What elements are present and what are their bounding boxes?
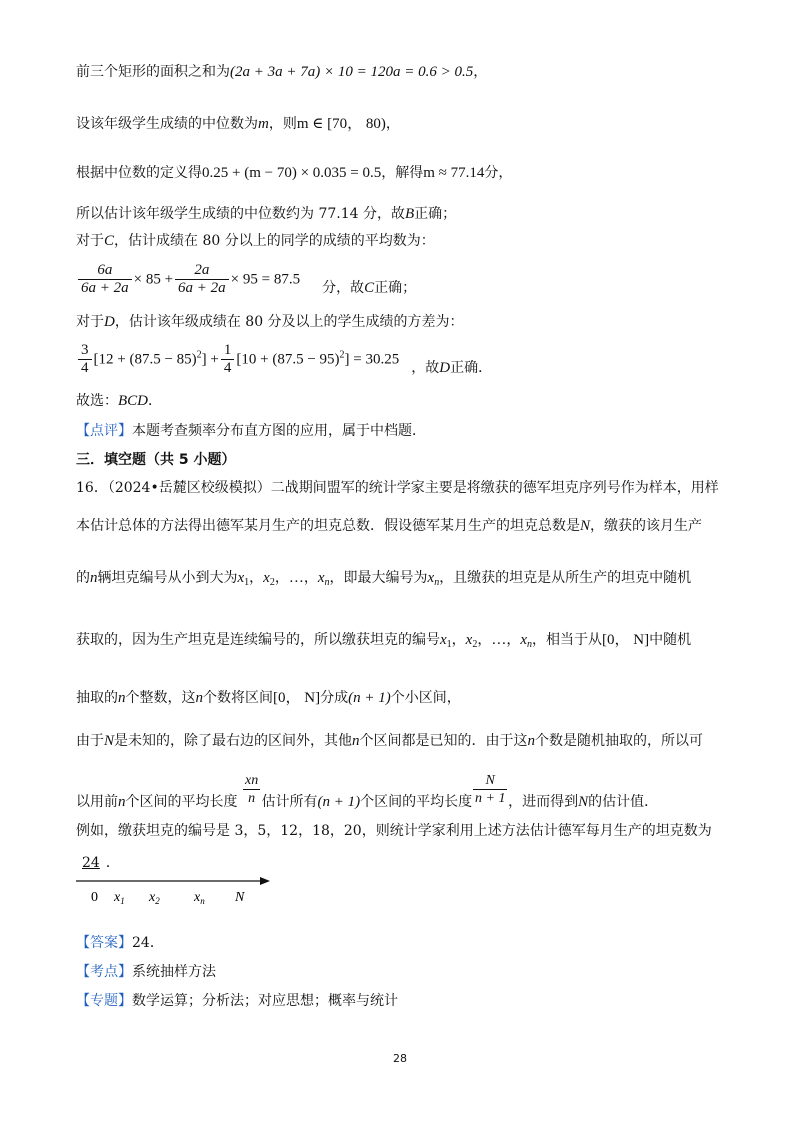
var: x bbox=[317, 570, 325, 586]
text: 估计所有 bbox=[261, 794, 318, 810]
text: 分， bbox=[484, 165, 513, 181]
interval: [0， N] bbox=[273, 690, 321, 706]
subscript: n bbox=[527, 639, 533, 650]
var: m bbox=[258, 116, 269, 132]
text: 的 bbox=[76, 570, 90, 586]
var: x bbox=[520, 632, 528, 648]
formula: ] = 30.25 bbox=[344, 351, 400, 368]
text: ，且缴获的坦克是从所生产的坦克中随机 bbox=[439, 570, 692, 586]
axis-label-N: N bbox=[235, 890, 245, 905]
text: 前三个矩形的面积之和为 bbox=[76, 64, 230, 80]
question-16-line-6 bbox=[76, 731, 703, 751]
subscript: n bbox=[324, 577, 330, 588]
number-line-diagram bbox=[74, 872, 274, 906]
subscript: 2 bbox=[269, 577, 275, 588]
text: ． bbox=[105, 855, 120, 871]
question-16-line-1: 16．（2024•岳麓区校级模拟）二战期间盟军的统计学家主要是将缴获的德军坦克序列号作为样本，用样 bbox=[76, 480, 719, 496]
text: ，即最大编号为 bbox=[329, 570, 428, 586]
text: 故选： bbox=[76, 393, 118, 409]
question-16-line-3 bbox=[76, 568, 691, 593]
text: ，进而得到 bbox=[508, 794, 579, 810]
text: ， bbox=[477, 632, 492, 648]
comment-tag: 【点评】 bbox=[76, 423, 132, 439]
question-16-line-2 bbox=[76, 516, 702, 536]
text: ， bbox=[506, 632, 521, 648]
answer-line bbox=[76, 933, 164, 953]
ellipsis: … bbox=[491, 632, 507, 648]
text: 获取的，因为生产坦克是连续编号的，所以缴获坦克的编号 bbox=[76, 632, 440, 648]
text: ， bbox=[473, 64, 488, 80]
var: D bbox=[104, 314, 115, 330]
axis-arrow bbox=[260, 877, 270, 885]
numerator: xn bbox=[245, 773, 259, 788]
line-c-intro bbox=[76, 231, 435, 251]
var: N bbox=[104, 733, 115, 749]
var: n bbox=[352, 733, 360, 749]
text: 本题考查频率分布直方图的应用，属于中档题． bbox=[132, 423, 426, 439]
tail bbox=[322, 280, 416, 296]
fraction-N-over-n-plus-1 bbox=[473, 772, 507, 807]
text: 的估计值． bbox=[588, 794, 659, 810]
line-median-def bbox=[76, 114, 400, 134]
text: ， bbox=[451, 632, 466, 648]
text: ，相当于从 bbox=[532, 632, 603, 648]
line-d-intro bbox=[76, 312, 464, 332]
answer-blank: 24 bbox=[82, 855, 100, 871]
question-16-line-4 bbox=[76, 630, 691, 655]
text: 中随机 bbox=[649, 632, 692, 648]
text: ，则 bbox=[268, 116, 297, 132]
subscript: 1 bbox=[244, 577, 250, 588]
line-area-sum bbox=[76, 62, 487, 82]
text: 辆坦克编号从小到大为 bbox=[97, 570, 238, 586]
text: ， bbox=[274, 570, 289, 586]
var: BCD bbox=[118, 393, 148, 409]
formula: [12 + (87.5 − 85) bbox=[93, 351, 197, 368]
text: ． bbox=[148, 393, 162, 409]
formula: m ≈ 77.14 bbox=[423, 165, 485, 181]
numerator: 1 bbox=[221, 342, 235, 360]
formula: (n + 1) bbox=[348, 690, 391, 706]
denominator: 4 bbox=[81, 360, 89, 376]
var: x bbox=[427, 570, 435, 586]
text: 系统抽样方法 bbox=[132, 964, 216, 980]
line-d-formula bbox=[76, 342, 492, 377]
tail bbox=[411, 360, 492, 376]
text: ， bbox=[303, 570, 318, 586]
text: 根据中位数的定义得 bbox=[76, 165, 202, 181]
text: 正确； bbox=[414, 206, 457, 222]
formula: [10 + (87.5 − 95) bbox=[236, 351, 340, 368]
text: 所以估计该年级学生成绩的中位数约为 77.14 分，故 bbox=[76, 206, 405, 222]
numerator: 2a bbox=[175, 262, 229, 280]
formula: (2a + 3a + 7a) × 10 = 120a = 0.6 > 0.5 bbox=[230, 64, 474, 80]
text: 是未知的，除了最右边的区间外，其他 bbox=[114, 733, 353, 749]
var: x bbox=[440, 632, 447, 648]
fraction bbox=[78, 262, 132, 297]
question-16-answer-line bbox=[76, 853, 120, 873]
var: B bbox=[404, 206, 415, 222]
exponent: 2 bbox=[339, 349, 345, 361]
text: 个整数，这 bbox=[125, 690, 196, 706]
text: 由于 bbox=[76, 733, 104, 749]
denominator: 6a + 2a bbox=[81, 280, 129, 296]
var: n bbox=[118, 794, 126, 810]
line-choice bbox=[76, 391, 162, 411]
text: 正确； bbox=[374, 279, 417, 296]
subscript: 1 bbox=[446, 639, 452, 650]
text: 以用前 bbox=[76, 794, 118, 810]
category-tag: 【专题】 bbox=[76, 993, 132, 1009]
numerator: 3 bbox=[78, 342, 92, 360]
text: ， bbox=[249, 570, 264, 586]
formula: × 95 = 87.5 bbox=[230, 271, 301, 288]
text: 个区间的平均长度 bbox=[360, 794, 473, 810]
formula: × 85 + bbox=[133, 271, 174, 288]
text: 抽取的 bbox=[76, 690, 118, 706]
var: n bbox=[195, 690, 203, 706]
subscript: n bbox=[434, 577, 440, 588]
text: ，缴获的该月生产 bbox=[590, 518, 703, 534]
var: n bbox=[527, 733, 536, 749]
text: 个区间都是已知的．由于这 bbox=[359, 733, 528, 749]
denominator: n + 1 bbox=[475, 791, 506, 806]
var: C bbox=[364, 279, 375, 296]
formula: (n + 1) bbox=[317, 794, 361, 810]
question-16-line-5 bbox=[76, 688, 461, 708]
var: N bbox=[580, 518, 591, 534]
axis-label-0: 0 bbox=[91, 890, 98, 905]
var: n bbox=[118, 690, 126, 706]
var: C bbox=[104, 233, 115, 249]
line-c-formula bbox=[76, 262, 416, 297]
exponent: 2 bbox=[196, 349, 202, 361]
var: x bbox=[237, 570, 245, 586]
text: ，估计该年级成绩在 80 分及以上的学生成绩的方差为： bbox=[114, 314, 464, 330]
text: 数学运算；分析法；对应思想；概率与统计 bbox=[132, 993, 398, 1009]
text: 正确． bbox=[450, 359, 493, 376]
question-16-line-8: 例如，缴获坦克的编号是 3，5，12，18，20，则统计学家利用上述方法估计德军每月生产的坦克数为 bbox=[76, 823, 712, 839]
topic-tag: 【考点】 bbox=[76, 964, 132, 980]
numerator: N bbox=[473, 772, 507, 790]
text: ， bbox=[385, 116, 400, 132]
text: 24． bbox=[132, 935, 164, 951]
interval: [0， N] bbox=[602, 632, 650, 648]
text: 个数是随机抽取的，所以可 bbox=[535, 733, 704, 749]
subscript: 2 bbox=[472, 639, 478, 650]
text: 设该年级学生成绩的中位数为 bbox=[76, 116, 258, 132]
fraction bbox=[175, 262, 229, 297]
fraction bbox=[221, 342, 235, 377]
denominator: 4 bbox=[223, 360, 232, 376]
text: 本估计总体的方法得出德军某月生产的坦克总数．假设德军某月生产的坦克总数是 bbox=[76, 518, 580, 534]
formula: ] + bbox=[201, 351, 219, 368]
text: ，估计成绩在 80 分以上的同学的成绩的平均数为： bbox=[114, 233, 435, 249]
formula: 0.25 + (m − 70) × 0.035 = 0.5 bbox=[202, 165, 382, 181]
text: 个数将区间 bbox=[203, 690, 273, 706]
var: N bbox=[578, 794, 589, 810]
axis-label-x1: $x_1$ bbox=[114, 890, 125, 906]
text: 个小区间， bbox=[390, 690, 461, 706]
section-heading: 三．填空题（共 5 小题） bbox=[76, 452, 236, 468]
text: 对于 bbox=[76, 233, 104, 249]
formula: m ∈ [70， 80) bbox=[296, 116, 386, 132]
line-median-solve bbox=[76, 163, 512, 183]
var: x bbox=[263, 570, 270, 586]
fraction bbox=[78, 342, 92, 377]
topic-line bbox=[76, 962, 216, 982]
text: 分成 bbox=[320, 690, 349, 706]
question-16-line-7 bbox=[76, 792, 658, 812]
axis-label-x2: $x_2$ bbox=[149, 890, 160, 906]
text: ，解得 bbox=[381, 165, 424, 181]
numerator: 6a bbox=[78, 262, 132, 280]
page-number: 28 bbox=[393, 1052, 407, 1065]
line-b-correct bbox=[76, 204, 456, 224]
line-comment bbox=[76, 421, 426, 441]
axis-label-xn: $x_n$ bbox=[194, 890, 205, 906]
var: D bbox=[439, 359, 451, 376]
var: n bbox=[90, 570, 98, 586]
ellipsis: … bbox=[288, 570, 304, 586]
text: 对于 bbox=[76, 314, 104, 330]
text: 个区间的平均长度 bbox=[125, 794, 238, 810]
category-line bbox=[76, 991, 398, 1011]
fraction-xn-over-n bbox=[243, 772, 260, 807]
text: 分，故 bbox=[322, 279, 365, 296]
text: ，故 bbox=[411, 359, 440, 376]
var: x bbox=[465, 632, 473, 648]
denominator: 6a + 2a bbox=[178, 280, 226, 296]
denominator: n bbox=[248, 791, 256, 806]
answer-tag: 【答案】 bbox=[76, 935, 132, 951]
